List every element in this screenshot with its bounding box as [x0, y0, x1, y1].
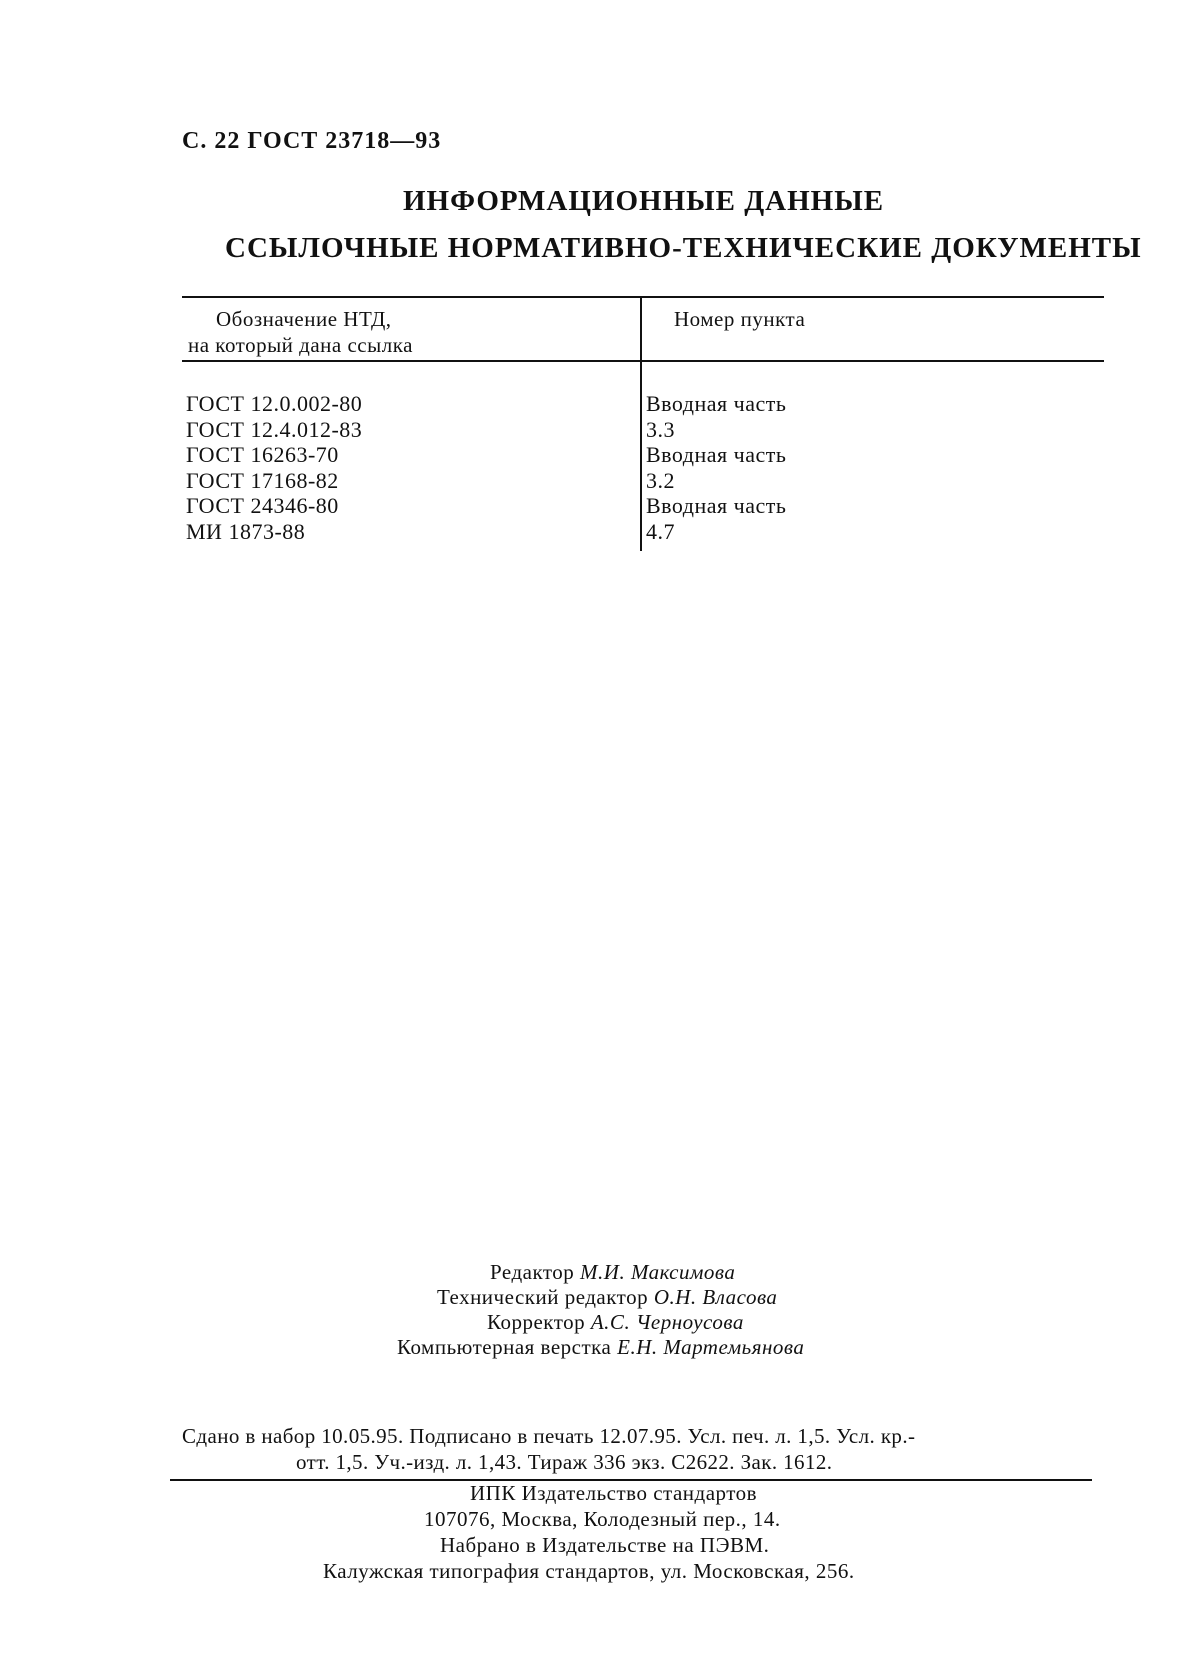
table-row [182, 493, 1104, 519]
document-cell: МИ 1873-88 [186, 518, 306, 544]
section-title: ИНФОРМАЦИОННЫЕ ДАННЫЕ [402, 185, 885, 217]
credit-role: Редактор [490, 1260, 575, 1284]
table-row [182, 519, 1104, 545]
credit-person: А.С. Черноусова [590, 1310, 744, 1334]
imprint-line: отт. 1,5. Уч.-изд. л. 1,43. Тираж 336 экз. С2622. Зак. 1612. [296, 1450, 833, 1474]
credit-layout [397, 1335, 804, 1360]
page-header: С. 22 ГОСТ 23718—93 [182, 128, 442, 154]
clause-cell: 4.7 [646, 518, 675, 544]
table-row [182, 468, 1104, 494]
printing-house: Калужская типография стандартов, ул. Московская, 256. [323, 1559, 855, 1583]
credit-role: Технический редактор [437, 1285, 649, 1309]
credit-person: Е.Н. Мартемьянова [617, 1335, 805, 1359]
credit-technical-editor [437, 1285, 777, 1310]
clause-cell: Вводная часть [646, 442, 787, 468]
table-top-rule [182, 296, 1104, 298]
table-header-rule [182, 360, 1104, 362]
table-row [182, 391, 1104, 417]
clause-cell: Вводная часть [646, 493, 787, 519]
table-row [182, 417, 1104, 443]
section-subtitle: ССЫЛОЧНЫЕ НОРМАТИВНО-ТЕХНИЧЕСКИЕ ДОКУМЕНТЫ [225, 232, 1142, 264]
credit-proofreader [487, 1310, 744, 1335]
table-row [182, 442, 1104, 468]
clause-cell: 3.2 [646, 467, 675, 493]
publisher-name: ИПК Издательство стандартов [470, 1481, 758, 1505]
credit-editor [490, 1260, 735, 1285]
clause-cell: Вводная часть [646, 391, 787, 416]
imprint-line: Сдано в набор 10.05.95. Подписано в печать 12.07.95. Усл. печ. л. 1,5. Усл. кр.- [182, 1424, 916, 1448]
document-cell: ГОСТ 16263-70 [186, 442, 339, 468]
document-cell: ГОСТ 24346-80 [186, 493, 339, 519]
typesetting-note: Набрано в Издательстве на ПЭВМ. [440, 1533, 770, 1557]
clause-cell: 3.3 [646, 416, 675, 442]
credit-person: М.И. Максимова [580, 1260, 736, 1284]
column-header-clause: Номер пункта [674, 307, 806, 331]
column-header-document-line2: на который дана ссылка [188, 333, 413, 357]
document-cell: ГОСТ 12.0.002-80 [186, 391, 363, 416]
table-body [182, 391, 1104, 545]
document-cell: ГОСТ 17168-82 [186, 467, 339, 493]
credit-role: Компьютерная верстка [397, 1335, 612, 1359]
column-header-document-line1: Обозначение НТД, [216, 307, 392, 331]
publisher-address: 107076, Москва, Колодезный пер., 14. [424, 1507, 781, 1531]
document-cell: ГОСТ 12.4.012-83 [186, 416, 363, 442]
column-header-document [182, 306, 632, 358]
credit-role: Корректор [487, 1310, 586, 1334]
credit-person: О.Н. Власова [653, 1285, 778, 1309]
